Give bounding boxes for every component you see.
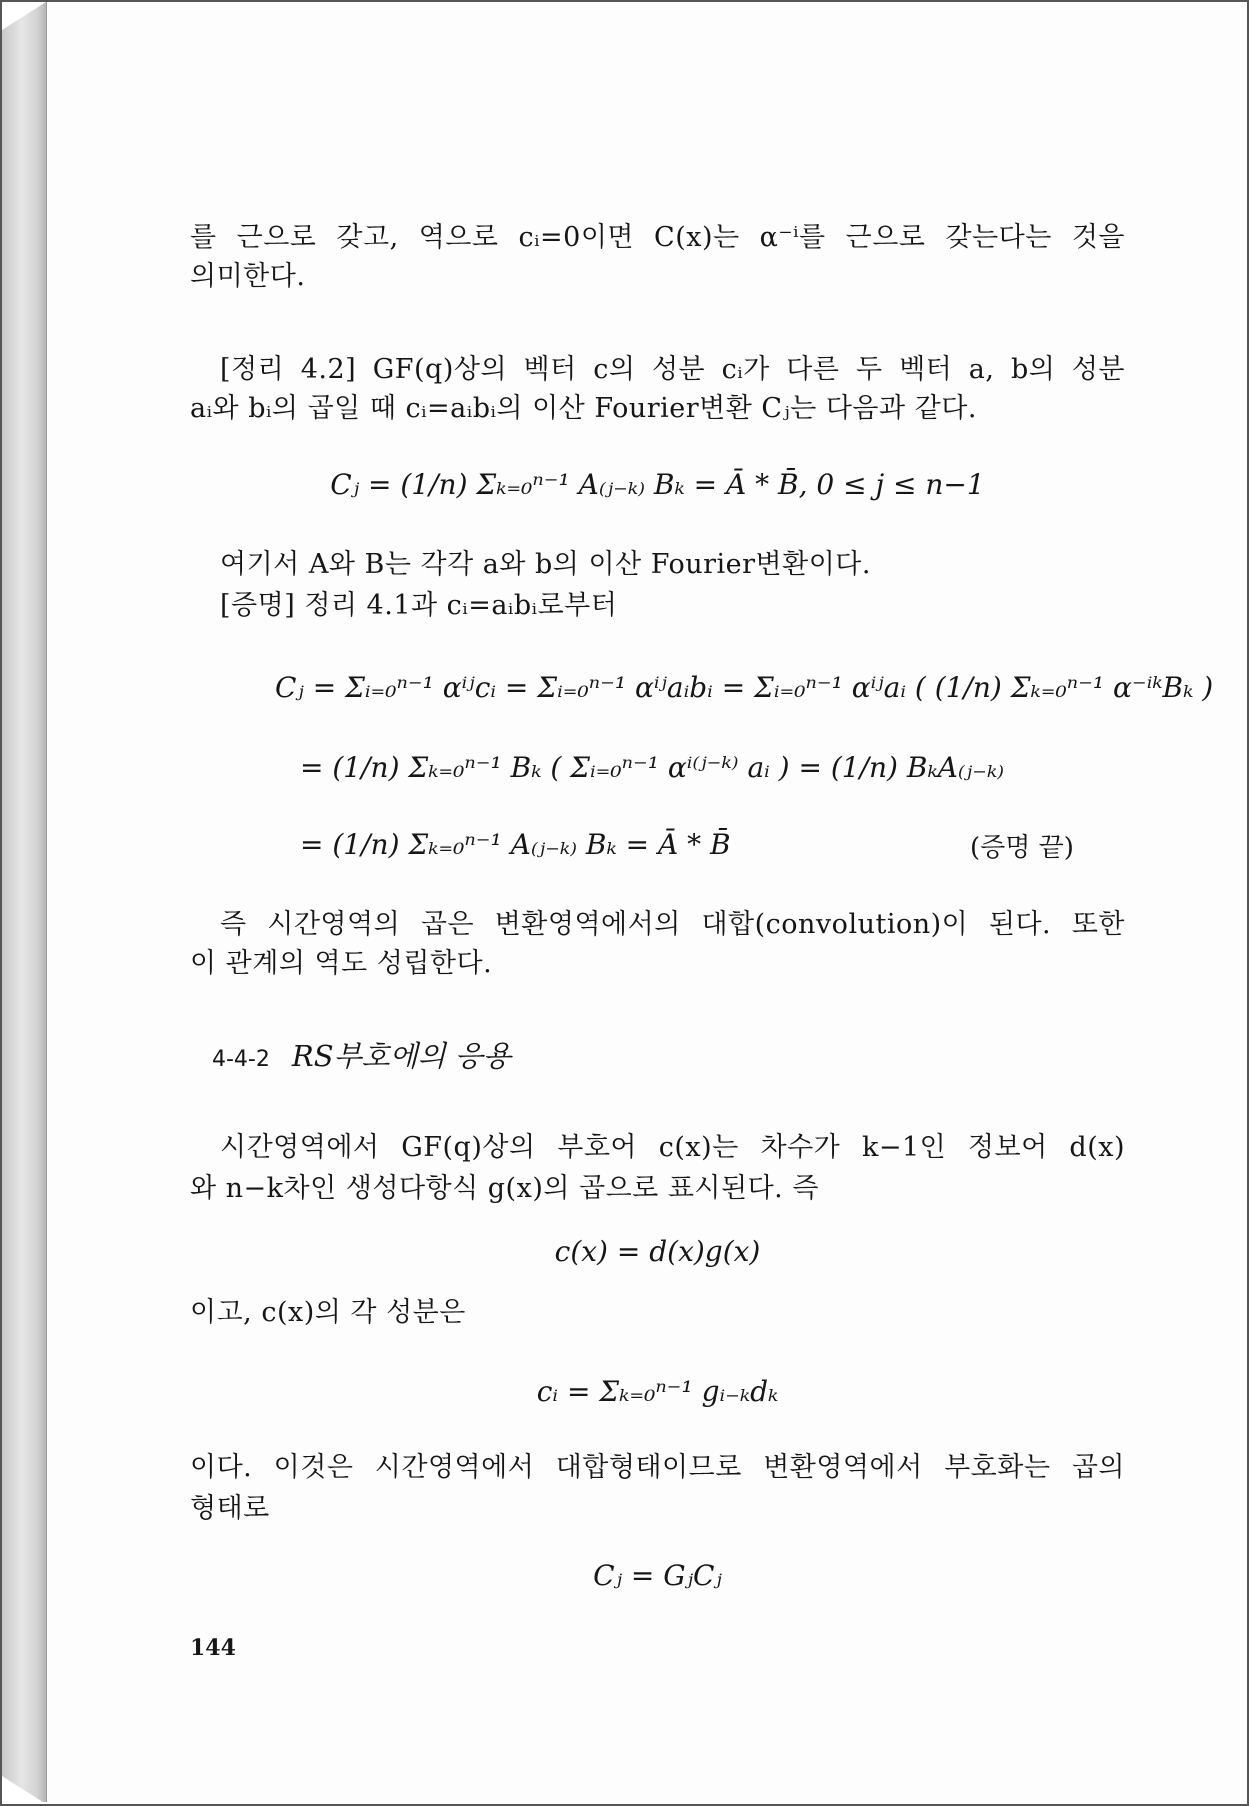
para5-line2: 형태로 [190, 1493, 270, 1524]
section-number: 4-4-2 [212, 1047, 270, 1072]
spine-top-corner [2, 2, 46, 30]
transform-equation: Cⱼ = GⱼCⱼ [593, 1559, 722, 1592]
where-line: 여기서 A와 B는 각각 a와 b의 이산 Fourier변환이다. [220, 549, 871, 580]
para3-line1: 시간영역에서 GF(q)상의 부호어 c(x)는 차수가 k−1인 정보어 d(x) [220, 1132, 1125, 1163]
para2-line1: 즉 시간영역의 곱은 변환영역에서의 대합(convolution)이 된다. 또한 [220, 909, 1125, 940]
para1-line2: 의미한다. [190, 261, 306, 292]
theorem-line2: aᵢ와 bᵢ의 곱일 때 cᵢ=aᵢbᵢ의 이산 Fourier변환 Cⱼ는 다음과 같다. [190, 393, 977, 424]
para1-line1: 를 근으로 갖고, 역으로 cᵢ=0이면 C(x)는 α⁻ⁱ를 근으로 갖는다는 것을 [190, 222, 1125, 253]
section-heading [212, 1034, 511, 1075]
theorem-line1: [정리 4.2] GF(q)상의 벡터 c의 성분 cᵢ가 다른 두 벡터 a, b의 성분 [220, 354, 1125, 385]
para4: 이고, c(x)의 각 성분은 [190, 1297, 466, 1328]
proof-equation-2: = (1/n) Σₖ₌₀ⁿ⁻¹ Bₖ ( Σᵢ₌₀ⁿ⁻¹ αⁱ⁽ʲ⁻ᵏ⁾ aᵢ ) = (1/n) BₖA₍ⱼ₋ₖ₎ [300, 751, 1005, 784]
proof-intro: [증명] 정리 4.1과 cᵢ=aᵢbᵢ로부터 [220, 590, 618, 621]
section-title: RS부호에의 응용 [291, 1039, 511, 1073]
book-spine [2, 2, 47, 1802]
para3-line2: 와 n−k차인 생성다항식 g(x)의 곱으로 표시된다. 즉 [190, 1173, 819, 1204]
spine-bottom-corner [2, 1776, 46, 1804]
codeword-equation: c(x) = d(x)g(x) [554, 1235, 761, 1268]
proof-equation-3: = (1/n) Σₖ₌₀ⁿ⁻¹ A₍ⱼ₋ₖ₎ Bₖ = Ā * B̄ [300, 828, 731, 861]
qed-mark: (증명 끝) [970, 833, 1074, 863]
para5-line1: 이다. 이것은 시간영역에서 대합형태이므로 변환영역에서 부호화는 곱의 [190, 1452, 1125, 1483]
page-number: 144 [190, 1635, 236, 1661]
theorem-equation: Cⱼ = (1/n) Σₖ₌₀ⁿ⁻¹ A₍ⱼ₋ₖ₎ Bₖ = Ā * B̄, 0 ≤ j ≤ n−1 [330, 468, 985, 501]
component-equation: cᵢ = Σₖ₌₀ⁿ⁻¹ gᵢ₋ₖdₖ [536, 1375, 779, 1408]
para2-line2: 이 관계의 역도 성립한다. [190, 948, 493, 979]
proof-equation-1: Cⱼ = Σᵢ₌₀ⁿ⁻¹ αⁱʲcᵢ = Σᵢ₌₀ⁿ⁻¹ αⁱʲaᵢbᵢ = Σᵢ₌₀ⁿ⁻¹ αⁱʲaᵢ ( (1/n) Σₖ₌₀ⁿ⁻¹ α⁻ⁱᵏBₖ ) [275, 671, 1214, 704]
